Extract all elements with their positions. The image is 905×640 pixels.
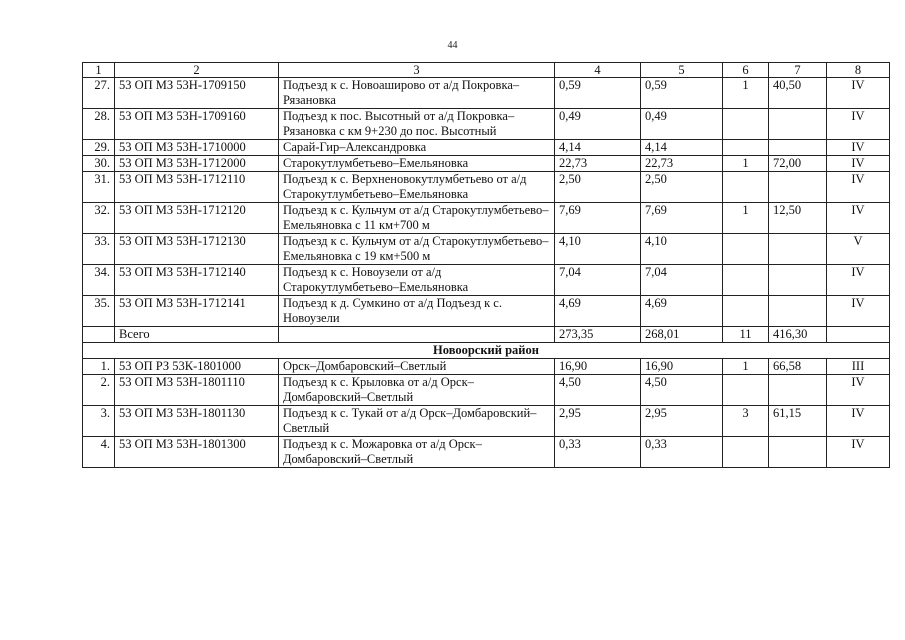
road-category: IV xyxy=(827,172,890,203)
column-number: 7 xyxy=(769,63,827,78)
road-code: 53 ОП МЗ 53Н-1710000 xyxy=(115,140,279,156)
road-category: IV xyxy=(827,296,890,327)
total-length-2: 268,01 xyxy=(641,327,723,343)
road-name: Сарай-Гир–Александровка xyxy=(279,140,555,156)
table-row xyxy=(83,234,890,265)
row-number: 30. xyxy=(83,156,115,172)
length-value: 16,90 xyxy=(555,359,641,375)
table-row xyxy=(83,203,890,234)
road-code: 53 ОП МЗ 53Н-1712120 xyxy=(115,203,279,234)
table-row xyxy=(83,437,890,468)
road-category: IV xyxy=(827,140,890,156)
total-label: Всего xyxy=(115,327,279,343)
extra-value xyxy=(769,234,827,265)
row-number: 31. xyxy=(83,172,115,203)
count-value xyxy=(723,234,769,265)
count-value xyxy=(723,109,769,140)
road-code: 53 ОП МЗ 53Н-1801300 xyxy=(115,437,279,468)
road-category: IV xyxy=(827,78,890,109)
total-length: 273,35 xyxy=(555,327,641,343)
length-value-2: 4,50 xyxy=(641,375,723,406)
length-value: 2,50 xyxy=(555,172,641,203)
road-code: 53 ОП МЗ 53Н-1712000 xyxy=(115,156,279,172)
length-value-2: 16,90 xyxy=(641,359,723,375)
column-number-row xyxy=(83,63,890,78)
total-count: 11 xyxy=(723,327,769,343)
road-code: 53 ОП МЗ 53Н-1712140 xyxy=(115,265,279,296)
section-title: Новоорский район xyxy=(83,343,890,359)
count-value: 1 xyxy=(723,359,769,375)
row-number: 2. xyxy=(83,375,115,406)
road-category: V xyxy=(827,234,890,265)
length-value: 4,50 xyxy=(555,375,641,406)
extra-value: 40,50 xyxy=(769,78,827,109)
length-value: 4,69 xyxy=(555,296,641,327)
column-number: 2 xyxy=(115,63,279,78)
table-row xyxy=(83,156,890,172)
extra-value xyxy=(769,296,827,327)
count-value xyxy=(723,172,769,203)
road-name: Орск–Домбаровский–Светлый xyxy=(279,359,555,375)
table-row xyxy=(83,375,890,406)
district-rows xyxy=(83,359,890,468)
district-rows xyxy=(83,78,890,327)
table-row xyxy=(83,78,890,109)
road-category: IV xyxy=(827,406,890,437)
length-value-2: 2,95 xyxy=(641,406,723,437)
length-value-2: 4,14 xyxy=(641,140,723,156)
road-code: 53 ОП МЗ 53Н-1709150 xyxy=(115,78,279,109)
table-row xyxy=(83,359,890,375)
table-row xyxy=(83,406,890,437)
road-code: 53 ОП РЗ 53К-1801000 xyxy=(115,359,279,375)
road-name: Подъезд к д. Сумкино от а/д Подъезд к с. Новоузели xyxy=(279,296,555,327)
count-value xyxy=(723,437,769,468)
total-value: 416,30 xyxy=(769,327,827,343)
road-category: IV xyxy=(827,109,890,140)
column-number: 1 xyxy=(83,63,115,78)
table-row xyxy=(83,296,890,327)
column-number: 6 xyxy=(723,63,769,78)
extra-value xyxy=(769,109,827,140)
extra-value: 12,50 xyxy=(769,203,827,234)
total-row xyxy=(83,327,890,343)
table-row xyxy=(83,265,890,296)
road-code: 53 ОП МЗ 53Н-1712130 xyxy=(115,234,279,265)
length-value: 0,59 xyxy=(555,78,641,109)
row-number: 4. xyxy=(83,437,115,468)
page-number: 44 xyxy=(447,40,458,51)
road-name: Подъезд к с. Тукай от а/д Орск–Домбаровский–Светлый xyxy=(279,406,555,437)
length-value-2: 0,49 xyxy=(641,109,723,140)
count-value xyxy=(723,265,769,296)
row-number: 35. xyxy=(83,296,115,327)
length-value-2: 7,69 xyxy=(641,203,723,234)
section-header-row xyxy=(83,343,890,359)
extra-value xyxy=(769,140,827,156)
count-value: 1 xyxy=(723,78,769,109)
road-category: IV xyxy=(827,156,890,172)
count-value: 1 xyxy=(723,156,769,172)
row-number: 33. xyxy=(83,234,115,265)
length-value: 2,95 xyxy=(555,406,641,437)
extra-value xyxy=(769,265,827,296)
road-category: IV xyxy=(827,437,890,468)
length-value-2: 7,04 xyxy=(641,265,723,296)
row-number: 27. xyxy=(83,78,115,109)
column-number: 8 xyxy=(827,63,890,78)
road-name: Подъезд к с. Кульчум от а/д Старокутлумбетьево–Емельяновка с 11 км+700 м xyxy=(279,203,555,234)
table-row xyxy=(83,172,890,203)
extra-value: 72,00 xyxy=(769,156,827,172)
length-value: 7,04 xyxy=(555,265,641,296)
length-value: 4,10 xyxy=(555,234,641,265)
row-number: 1. xyxy=(83,359,115,375)
column-number: 4 xyxy=(555,63,641,78)
length-value-2: 4,69 xyxy=(641,296,723,327)
road-name: Подъезд к с. Новоаширово от а/д Покровка–Рязановка xyxy=(279,78,555,109)
road-code: 53 ОП МЗ 53Н-1801130 xyxy=(115,406,279,437)
length-value: 0,33 xyxy=(555,437,641,468)
road-category: IV xyxy=(827,203,890,234)
row-number: 29. xyxy=(83,140,115,156)
road-name: Старокутлумбетьево–Емельяновка xyxy=(279,156,555,172)
road-category: III xyxy=(827,359,890,375)
road-name: Подъезд к с. Новоузели от а/д Старокутлумбетьево–Емельяновка xyxy=(279,265,555,296)
length-value: 4,14 xyxy=(555,140,641,156)
roads-table xyxy=(82,62,890,468)
road-name: Подъезд к с. Кульчум от а/д Старокутлумбетьево–Емельяновка с 19 км+500 м xyxy=(279,234,555,265)
road-name: Подъезд к с. Верхненовокутлумбетьево от а/д Старокутлумбетьево–Емельяновка xyxy=(279,172,555,203)
count-value xyxy=(723,296,769,327)
row-number: 28. xyxy=(83,109,115,140)
road-code: 53 ОП МЗ 53Н-1709160 xyxy=(115,109,279,140)
row-number: 3. xyxy=(83,406,115,437)
length-value-2: 22,73 xyxy=(641,156,723,172)
count-value: 3 xyxy=(723,406,769,437)
length-value: 22,73 xyxy=(555,156,641,172)
table-row xyxy=(83,109,890,140)
row-number: 34. xyxy=(83,265,115,296)
road-category: IV xyxy=(827,375,890,406)
extra-value xyxy=(769,437,827,468)
count-value: 1 xyxy=(723,203,769,234)
count-value xyxy=(723,375,769,406)
road-code: 53 ОП МЗ 53Н-1712110 xyxy=(115,172,279,203)
length-value: 0,49 xyxy=(555,109,641,140)
table-row xyxy=(83,140,890,156)
count-value xyxy=(723,140,769,156)
length-value: 7,69 xyxy=(555,203,641,234)
road-category: IV xyxy=(827,265,890,296)
road-name: Подъезд к с. Можаровка от а/д Орск–Домбаровский–Светлый xyxy=(279,437,555,468)
length-value-2: 0,33 xyxy=(641,437,723,468)
row-number: 32. xyxy=(83,203,115,234)
extra-value xyxy=(769,172,827,203)
extra-value: 66,58 xyxy=(769,359,827,375)
extra-value: 61,15 xyxy=(769,406,827,437)
column-number: 5 xyxy=(641,63,723,78)
road-code: 53 ОП МЗ 53Н-1801110 xyxy=(115,375,279,406)
length-value-2: 0,59 xyxy=(641,78,723,109)
road-code: 53 ОП МЗ 53Н-1712141 xyxy=(115,296,279,327)
extra-value xyxy=(769,375,827,406)
column-number: 3 xyxy=(279,63,555,78)
road-name: Подъезд к пос. Высотный от а/д Покровка–Рязановка с км 9+230 до пос. Высотный xyxy=(279,109,555,140)
length-value-2: 4,10 xyxy=(641,234,723,265)
road-name: Подъезд к с. Крыловка от а/д Орск–Домбаровский–Светлый xyxy=(279,375,555,406)
length-value-2: 2,50 xyxy=(641,172,723,203)
